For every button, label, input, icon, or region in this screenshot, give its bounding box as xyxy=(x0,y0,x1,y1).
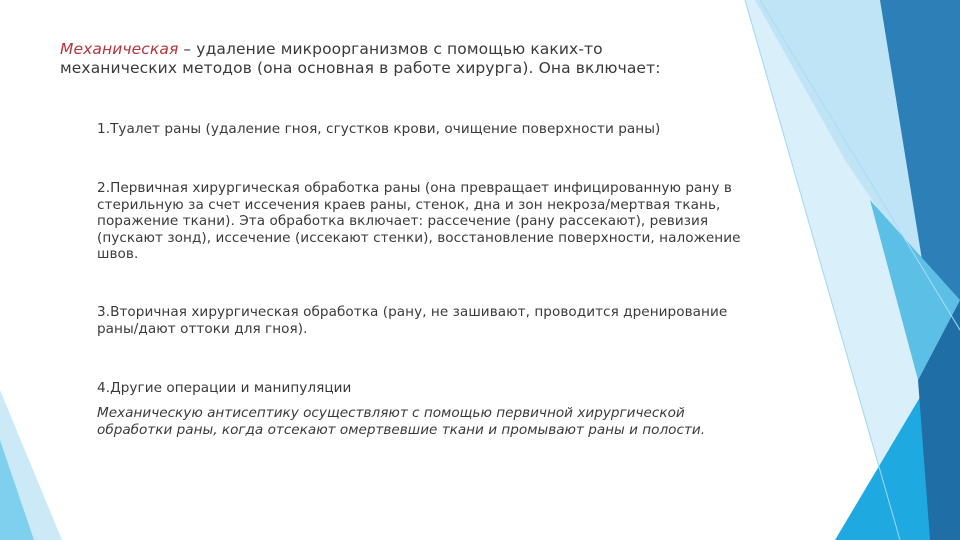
list-item-3: 3.Вторичная хирургическая обработка (рану, не зашивают, проводится дренирование раны/дают оттоки для гноя). xyxy=(97,304,728,337)
list-item-1: 1.Туалет раны (удаление гноя, сгустков крови, очищение поверхности раны) xyxy=(97,121,661,137)
intro-paragraph xyxy=(60,40,720,78)
conclusion-note: Механическую антисептику осуществляют с помощью первичной хирургической обработки раны, когда отсекают омертвевшие ткани и промывают раны и полости. xyxy=(97,405,706,438)
term-highlight: Механическая xyxy=(60,40,179,58)
list-item-2: 2.Первичная хирургическая обработка раны (она превращает инфицированную рану в стерильную за счет иссечения краев раны, стенок, дна и зон некроза/мертвая ткань, поражение ткани). Эта обработка включает: рассечение (рану рассекают), ревизия (пускают зонд), иссечение (иссекают стенки), восстановление поверхности, наложение швов. xyxy=(97,180,741,262)
list-item-4: 4.Другие операции и манипуляции xyxy=(97,380,352,396)
intro-text: – удаление микроорганизмов с помощью каких-то механических методов (она основная в работе хирурга). Она включает: xyxy=(60,40,661,77)
